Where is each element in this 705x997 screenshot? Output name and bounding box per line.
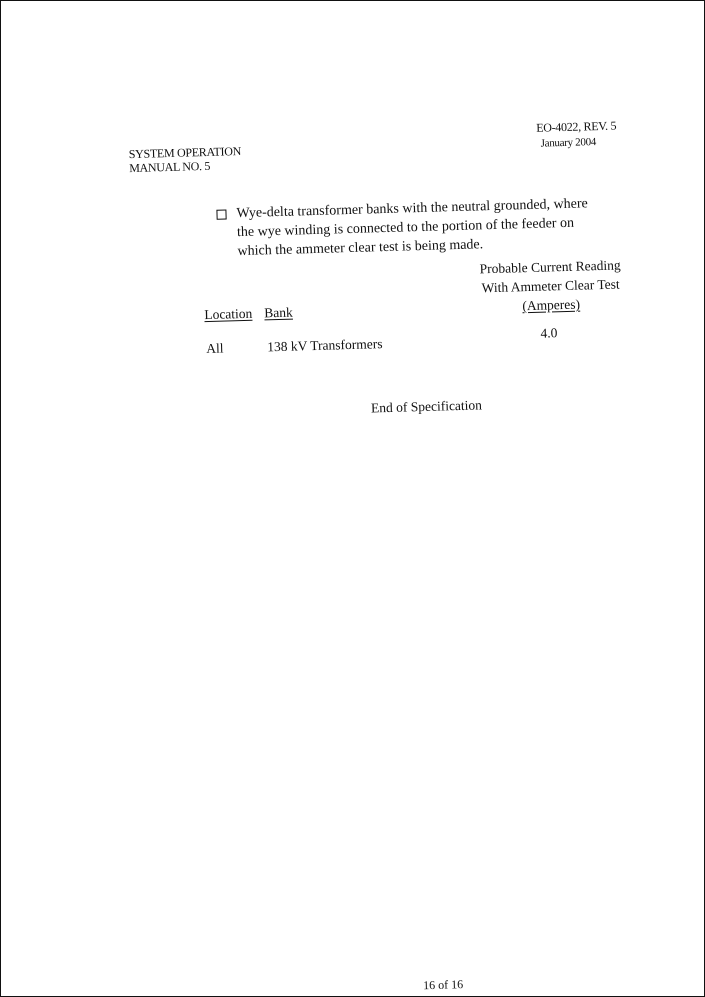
- bullet-text: Wye-delta transformer banks with the neutral grounded, where the wye winding is connected to the portion of the feeder on which the ammeter clear test is being made.: [236, 196, 588, 260]
- bullet-item: [216, 194, 597, 262]
- page-number: 16 of 16: [422, 977, 464, 993]
- document-reference: [536, 118, 617, 152]
- row-bank-cell: 138 kV Transformers: [267, 336, 383, 355]
- manual-title-line1: SYSTEM OPERATION: [128, 144, 242, 162]
- manual-title: [129, 144, 242, 175]
- checkbox-bullet-icon: [216, 209, 226, 219]
- row-location-cell: All: [206, 340, 224, 357]
- reading-header-units: (Amperes): [522, 296, 581, 314]
- reading-column-header: [470, 255, 632, 316]
- row-reading-cell: 4.0: [540, 325, 558, 341]
- document-number: EO-4022, REV. 5: [536, 118, 617, 135]
- reading-header-line2: With Ammeter Clear Test: [481, 276, 620, 296]
- bank-column-header: Bank: [264, 304, 293, 321]
- end-of-specification: End of Specification: [370, 397, 483, 416]
- document-date: January 2004: [540, 136, 597, 150]
- manual-title-line2: MANUAL NO. 5: [129, 158, 211, 176]
- location-column-header: Location: [204, 305, 253, 323]
- reading-header-line1: Probable Current Reading: [479, 257, 621, 277]
